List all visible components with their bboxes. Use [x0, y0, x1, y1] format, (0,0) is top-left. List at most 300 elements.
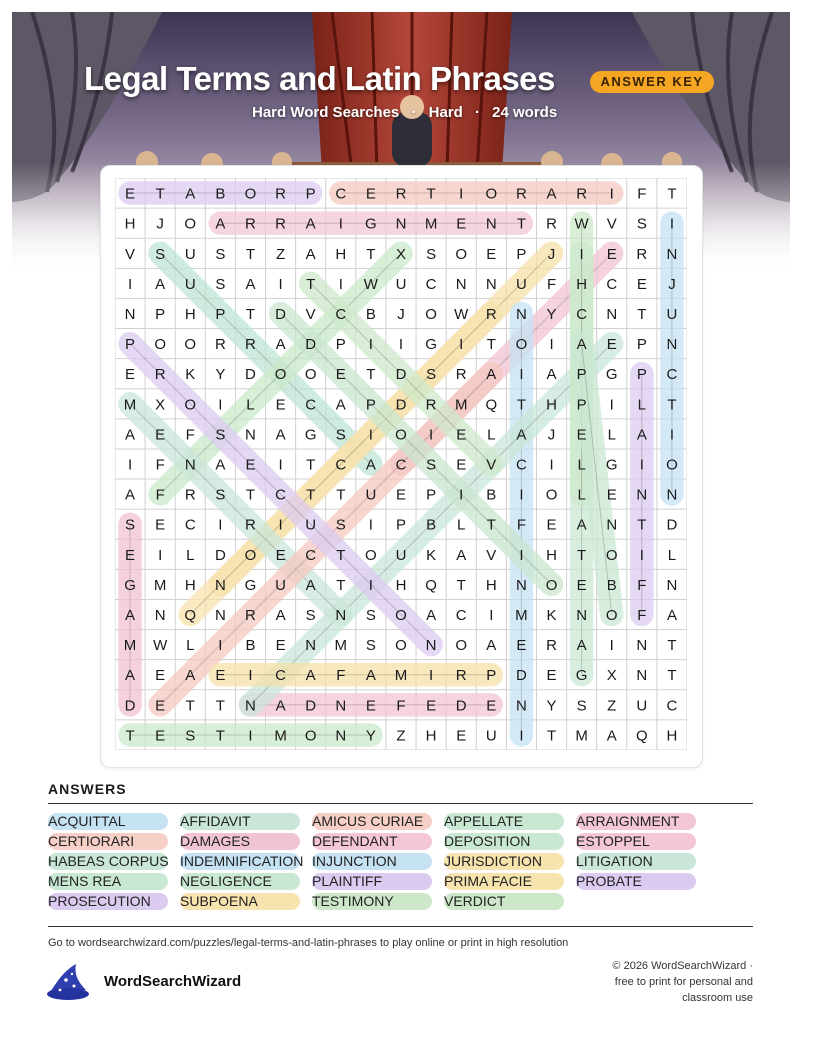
grid-letter[interactable]: N	[515, 576, 527, 594]
grid-letter[interactable]: E	[215, 667, 226, 685]
grid-letter[interactable]: S	[125, 516, 136, 534]
grid-letter[interactable]: F	[396, 697, 406, 715]
grid-letter[interactable]: O	[395, 426, 407, 444]
grid-letter[interactable]: I	[609, 637, 614, 655]
grid-letter[interactable]: O	[154, 336, 166, 354]
grid-letter[interactable]: U	[305, 516, 317, 534]
grid-letter[interactable]: I	[609, 185, 614, 203]
grid-letter[interactable]: V	[606, 215, 617, 233]
grid-letter[interactable]: E	[155, 426, 166, 444]
grid-letter[interactable]: W	[454, 305, 469, 323]
grid-letter[interactable]: T	[245, 486, 256, 504]
grid-letter[interactable]: A	[275, 607, 286, 625]
grid-letter[interactable]: U	[184, 245, 196, 263]
grid-letter[interactable]: T	[215, 697, 225, 715]
grid-letter[interactable]: E	[245, 456, 256, 474]
grid-letter[interactable]: C	[335, 185, 347, 203]
grid-letter[interactable]: T	[125, 727, 135, 745]
grid-letter[interactable]: C	[335, 456, 347, 474]
grid-letter[interactable]: E	[365, 697, 376, 715]
grid-letter[interactable]: T	[336, 576, 346, 594]
brand-name[interactable]: WordSearchWizard	[104, 973, 242, 990]
grid-letter[interactable]: E	[456, 215, 467, 233]
grid-letter[interactable]: N	[245, 697, 256, 715]
grid-letter[interactable]: A	[576, 516, 587, 534]
grid-letter[interactable]: Z	[396, 727, 406, 745]
grid-letter[interactable]: F	[637, 185, 647, 203]
grid-letter[interactable]: T	[155, 185, 165, 203]
grid-letter[interactable]: I	[639, 456, 644, 474]
grid-letter[interactable]: O	[395, 607, 407, 625]
grid-letter[interactable]: I	[278, 516, 283, 534]
grid-letter[interactable]: G	[605, 366, 618, 384]
grid-letter[interactable]: K	[546, 607, 557, 625]
grid-letter[interactable]: P	[155, 305, 166, 323]
grid-letter[interactable]: N	[335, 607, 347, 625]
grid-letter[interactable]: P	[215, 305, 226, 323]
grid-letter[interactable]: P	[395, 516, 407, 534]
grid-letter[interactable]: H	[485, 576, 497, 594]
grid-letter[interactable]: I	[519, 366, 524, 384]
grid-letter[interactable]: N	[515, 697, 527, 715]
grid-letter[interactable]: L	[457, 516, 466, 534]
grid-letter[interactable]: I	[429, 667, 434, 685]
grid-letter[interactable]: C	[515, 456, 527, 474]
grid-letter[interactable]: S	[215, 426, 226, 444]
grid-letter[interactable]: G	[304, 426, 317, 444]
grid-letter[interactable]: E	[125, 546, 136, 564]
grid-letter[interactable]: N	[184, 456, 196, 474]
grid-letter[interactable]: P	[125, 336, 136, 354]
grid-letter[interactable]: N	[666, 486, 678, 504]
grid-letter[interactable]: H	[576, 275, 588, 293]
grid-letter[interactable]: N	[606, 516, 618, 534]
grid-letter[interactable]: O	[274, 366, 287, 384]
grid-letter[interactable]: E	[125, 185, 136, 203]
grid-letter[interactable]: Z	[275, 245, 286, 263]
grid-letter[interactable]: J	[547, 245, 556, 263]
grid-letter[interactable]: A	[275, 697, 286, 715]
grid-letter[interactable]: N	[425, 637, 437, 655]
grid-letter[interactable]: A	[305, 215, 316, 233]
grid-letter[interactable]: F	[546, 275, 557, 293]
grid-letter[interactable]: B	[365, 305, 376, 323]
grid-letter[interactable]: C	[275, 667, 287, 685]
grid-letter[interactable]: F	[637, 607, 647, 625]
grid-letter[interactable]: R	[245, 516, 256, 534]
grid-letter[interactable]: T	[306, 275, 316, 293]
grid-letter[interactable]: N	[305, 637, 317, 655]
grid-letter[interactable]: R	[485, 305, 497, 323]
grid-letter[interactable]: O	[304, 366, 317, 384]
grid-letter[interactable]: M	[153, 576, 167, 594]
grid-letter[interactable]: M	[394, 667, 408, 685]
grid-letter[interactable]: L	[186, 546, 195, 564]
grid-letter[interactable]: D	[245, 366, 256, 384]
grid-letter[interactable]: T	[516, 215, 527, 233]
grid-letter[interactable]: U	[485, 727, 497, 745]
grid-letter[interactable]: E	[395, 486, 407, 504]
grid-letter[interactable]: A	[516, 426, 527, 444]
grid-letter[interactable]: N	[636, 637, 648, 655]
grid-letter[interactable]: L	[577, 456, 586, 474]
grid-letter[interactable]: D	[395, 396, 407, 414]
grid-letter[interactable]: R	[245, 336, 256, 354]
grid-letter[interactable]: R	[214, 336, 226, 354]
grid-letter[interactable]: H	[666, 727, 678, 745]
grid-letter[interactable]: A	[666, 607, 677, 625]
grid-letter[interactable]: T	[306, 486, 316, 504]
grid-letter[interactable]: D	[455, 697, 467, 715]
grid-letter[interactable]: M	[424, 215, 438, 233]
grid-letter[interactable]: R	[576, 185, 588, 203]
grid-letter[interactable]: M	[123, 637, 137, 655]
grid-letter[interactable]: D	[666, 516, 678, 534]
grid-letter[interactable]: I	[368, 426, 373, 444]
grid-letter[interactable]: I	[549, 456, 554, 474]
grid-letter[interactable]: A	[305, 667, 316, 685]
grid-letter[interactable]: F	[516, 516, 527, 534]
grid-letter[interactable]: I	[278, 456, 283, 474]
grid-letter[interactable]: A	[305, 245, 316, 263]
footer-url-text[interactable]: Go to wordsearchwizard.com/puzzles/legal-terms-and-latin-phrases to play online or print in high resolution	[48, 937, 569, 949]
grid-letter[interactable]: D	[305, 336, 317, 354]
grid-letter[interactable]: X	[606, 667, 617, 685]
grid-letter[interactable]: T	[215, 727, 225, 745]
grid-letter[interactable]: N	[636, 667, 648, 685]
grid-letter[interactable]: N	[485, 275, 497, 293]
grid-letter[interactable]: T	[486, 516, 496, 534]
grid-letter[interactable]: S	[426, 456, 437, 474]
grid-letter[interactable]: C	[666, 697, 678, 715]
grid-letter[interactable]: U	[275, 576, 287, 594]
grid-letter[interactable]: E	[546, 667, 557, 685]
grid-letter[interactable]: S	[215, 245, 226, 263]
grid-letter[interactable]: V	[125, 245, 136, 263]
grid-letter[interactable]: P	[365, 396, 376, 414]
grid-letter[interactable]: S	[365, 637, 376, 655]
grid-letter[interactable]: K	[185, 366, 196, 384]
grid-letter[interactable]: R	[154, 366, 166, 384]
grid-letter[interactable]: H	[546, 546, 557, 564]
grid-letter[interactable]: G	[605, 456, 618, 474]
grid-letter[interactable]: C	[606, 275, 618, 293]
grid-letter[interactable]: R	[455, 366, 467, 384]
grid-letter[interactable]: E	[606, 336, 617, 354]
grid-letter[interactable]: E	[275, 637, 286, 655]
grid-letter[interactable]: A	[456, 546, 467, 564]
grid-letter[interactable]: A	[185, 185, 196, 203]
grid-letter[interactable]: R	[275, 215, 287, 233]
grid-letter[interactable]: T	[486, 336, 496, 354]
grid-letter[interactable]: D	[214, 546, 226, 564]
grid-letter[interactable]: S	[335, 426, 346, 444]
grid-letter[interactable]: I	[127, 456, 133, 474]
grid-letter[interactable]: U	[636, 697, 648, 715]
grid-letter[interactable]: I	[519, 727, 524, 745]
grid-letter[interactable]: U	[184, 275, 196, 293]
grid-letter[interactable]: P	[426, 486, 437, 504]
grid-letter[interactable]: I	[669, 215, 675, 233]
grid-letter[interactable]: A	[365, 456, 376, 474]
grid-letter[interactable]: E	[456, 426, 467, 444]
grid-letter[interactable]: Y	[546, 697, 557, 715]
grid-letter[interactable]: C	[335, 305, 347, 323]
grid-letter[interactable]: A	[125, 607, 136, 625]
grid-letter[interactable]: M	[334, 637, 348, 655]
grid-letter[interactable]: R	[275, 185, 287, 203]
grid-letter[interactable]: I	[248, 727, 253, 745]
grid-letter[interactable]: S	[365, 607, 376, 625]
grid-letter[interactable]: L	[667, 546, 677, 564]
grid-letter[interactable]: T	[245, 305, 256, 323]
grid-letter[interactable]: S	[576, 697, 587, 715]
grid-letter[interactable]: M	[515, 607, 528, 625]
grid-letter[interactable]: X	[395, 245, 407, 263]
grid-letter[interactable]: N	[636, 486, 648, 504]
grid-letter[interactable]: N	[335, 697, 347, 715]
grid-letter[interactable]: I	[519, 546, 524, 564]
grid-letter[interactable]: N	[666, 576, 678, 594]
grid-letter[interactable]: R	[515, 185, 527, 203]
grid-letter[interactable]: S	[185, 727, 196, 745]
grid-letter[interactable]: E	[275, 396, 286, 414]
grid-letter[interactable]: A	[215, 456, 226, 474]
grid-letter[interactable]: C	[275, 486, 287, 504]
grid-letter[interactable]: P	[636, 366, 647, 384]
grid-letter[interactable]: T	[426, 185, 436, 203]
grid-letter[interactable]: S	[335, 516, 346, 534]
grid-letter[interactable]: O	[455, 245, 468, 263]
grid-letter[interactable]: G	[365, 215, 377, 233]
grid-letter[interactable]: N	[666, 336, 678, 354]
grid-letter[interactable]: O	[455, 637, 468, 655]
grid-letter[interactable]: R	[636, 245, 648, 263]
grid-letter[interactable]: O	[244, 185, 257, 203]
grid-letter[interactable]: T	[667, 185, 677, 203]
grid-letter[interactable]: N	[515, 305, 527, 323]
grid-letter[interactable]: L	[607, 426, 616, 444]
grid-letter[interactable]: A	[275, 336, 286, 354]
grid-letter[interactable]: I	[278, 275, 283, 293]
grid-letter[interactable]: W	[153, 637, 168, 655]
grid-letter[interactable]: E	[456, 456, 467, 474]
grid-letter[interactable]: E	[606, 486, 617, 504]
grid-letter[interactable]: C	[425, 275, 437, 293]
grid-letter[interactable]: S	[155, 245, 166, 263]
grid-letter[interactable]: L	[637, 396, 647, 414]
grid-letter[interactable]: N	[335, 727, 347, 745]
grid-letter[interactable]: Y	[546, 305, 557, 323]
grid-letter[interactable]: J	[547, 426, 556, 444]
grid-letter[interactable]: E	[606, 245, 617, 263]
grid-letter[interactable]: O	[395, 637, 407, 655]
grid-letter[interactable]: G	[124, 576, 136, 594]
grid-letter[interactable]: O	[184, 336, 197, 354]
grid-letter[interactable]: I	[218, 637, 223, 655]
grid-letter[interactable]: I	[368, 576, 373, 594]
grid-letter[interactable]: A	[365, 667, 376, 685]
grid-letter[interactable]: U	[365, 486, 377, 504]
grid-letter[interactable]: P	[305, 185, 316, 203]
grid-letter[interactable]: I	[368, 336, 373, 354]
grid-letter[interactable]: C	[305, 546, 317, 564]
grid-letter[interactable]: A	[305, 576, 316, 594]
grid-letter[interactable]: B	[245, 637, 256, 655]
grid-letter[interactable]: R	[245, 607, 256, 625]
grid-letter[interactable]: I	[489, 607, 494, 625]
grid-letter[interactable]: I	[218, 396, 223, 414]
grid-letter[interactable]: T	[336, 486, 346, 504]
grid-letter[interactable]: I	[429, 426, 434, 444]
grid-letter[interactable]: I	[158, 546, 163, 564]
grid-letter[interactable]: P	[576, 366, 587, 384]
grid-letter[interactable]: I	[639, 546, 644, 564]
grid-letter[interactable]: T	[667, 637, 677, 655]
grid-letter[interactable]: L	[246, 396, 255, 414]
grid-letter[interactable]: H	[546, 396, 557, 414]
grid-letter[interactable]: J	[156, 215, 164, 233]
grid-letter[interactable]: R	[395, 185, 407, 203]
grid-letter[interactable]: H	[335, 245, 347, 263]
grid-letter[interactable]: M	[575, 727, 588, 745]
grid-letter[interactable]: B	[606, 576, 617, 594]
grid-letter[interactable]: T	[456, 576, 466, 594]
grid-letter[interactable]: I	[398, 336, 404, 354]
grid-letter[interactable]: J	[397, 305, 405, 323]
grid-letter[interactable]: O	[605, 546, 618, 564]
grid-letter[interactable]: A	[245, 275, 256, 293]
grid-letter[interactable]: P	[516, 245, 527, 263]
grid-letter[interactable]: N	[606, 305, 618, 323]
grid-letter[interactable]: A	[185, 667, 196, 685]
grid-letter[interactable]: O	[666, 456, 678, 474]
grid-letter[interactable]: Q	[485, 396, 498, 414]
grid-letter[interactable]: E	[335, 366, 346, 384]
grid-letter[interactable]: Q	[425, 576, 437, 594]
grid-letter[interactable]: A	[486, 637, 497, 655]
grid-letter[interactable]: R	[425, 396, 437, 414]
grid-letter[interactable]: A	[576, 336, 587, 354]
grid-letter[interactable]: N	[485, 215, 497, 233]
grid-letter[interactable]: U	[395, 546, 407, 564]
grid-letter[interactable]: A	[125, 426, 136, 444]
grid-letter[interactable]: K	[426, 546, 437, 564]
grid-letter[interactable]: C	[576, 305, 588, 323]
grid-letter[interactable]: A	[486, 366, 497, 384]
grid-letter[interactable]: I	[338, 275, 343, 293]
grid-letter[interactable]: T	[336, 546, 346, 564]
grid-letter[interactable]: U	[515, 275, 527, 293]
grid-letter[interactable]: T	[637, 305, 647, 323]
grid-letter[interactable]: T	[577, 546, 587, 564]
grid-letter[interactable]: P	[576, 396, 587, 414]
grid-letter[interactable]: A	[606, 727, 617, 745]
grid-letter[interactable]: E	[155, 516, 166, 534]
grid-letter[interactable]: R	[245, 215, 256, 233]
grid-letter[interactable]: N	[154, 607, 166, 625]
grid-letter[interactable]: U	[666, 305, 678, 323]
grid-letter[interactable]: M	[123, 396, 137, 414]
grid-letter[interactable]: O	[184, 396, 197, 414]
grid-letter[interactable]: A	[215, 215, 226, 233]
grid-letter[interactable]: A	[335, 396, 346, 414]
grid-letter[interactable]: T	[667, 396, 677, 414]
grid-letter[interactable]: E	[426, 697, 437, 715]
grid-letter[interactable]: O	[485, 185, 498, 203]
grid-letter[interactable]: H	[124, 215, 136, 233]
grid-letter[interactable]: F	[336, 667, 346, 685]
grid-letter[interactable]: F	[637, 576, 647, 594]
grid-letter[interactable]: D	[124, 697, 136, 715]
grid-letter[interactable]: I	[459, 185, 464, 203]
grid-letter[interactable]: H	[184, 576, 196, 594]
grid-letter[interactable]: E	[546, 516, 557, 534]
grid-letter[interactable]: D	[395, 366, 407, 384]
grid-letter[interactable]: O	[425, 305, 437, 323]
grid-letter[interactable]: T	[245, 245, 256, 263]
grid-letter[interactable]: S	[426, 245, 437, 263]
grid-letter[interactable]: I	[459, 486, 464, 504]
grid-letter[interactable]: N	[666, 245, 678, 263]
grid-letter[interactable]: N	[124, 305, 136, 323]
grid-letter[interactable]: H	[395, 576, 407, 594]
grid-letter[interactable]: F	[155, 486, 165, 504]
grid-letter[interactable]: H	[184, 305, 196, 323]
grid-letter[interactable]: E	[155, 727, 166, 745]
grid-letter[interactable]: I	[248, 667, 253, 685]
grid-letter[interactable]: T	[366, 366, 376, 384]
grid-letter[interactable]: T	[637, 516, 647, 534]
grid-letter[interactable]: A	[576, 637, 587, 655]
grid-letter[interactable]: V	[486, 546, 497, 564]
grid-letter[interactable]: Q	[636, 727, 648, 745]
grid-letter[interactable]: C	[184, 516, 196, 534]
grid-letter[interactable]: T	[546, 727, 557, 745]
grid-letter[interactable]: X	[155, 396, 166, 414]
grid-letter[interactable]: O	[304, 727, 317, 745]
grid-letter[interactable]: I	[579, 245, 584, 263]
grid-letter[interactable]: I	[519, 486, 524, 504]
grid-letter[interactable]: Z	[607, 697, 617, 715]
grid-letter[interactable]: E	[486, 697, 497, 715]
grid-letter[interactable]: V	[486, 456, 497, 474]
grid-letter[interactable]: P	[636, 336, 647, 354]
grid-letter[interactable]: N	[245, 426, 256, 444]
grid-letter[interactable]: Y	[215, 366, 226, 384]
grid-letter[interactable]: B	[486, 486, 497, 504]
grid-letter[interactable]: I	[368, 516, 373, 534]
grid-letter[interactable]: A	[125, 486, 136, 504]
grid-letter[interactable]: E	[576, 576, 587, 594]
grid-letter[interactable]: N	[576, 607, 588, 625]
grid-letter[interactable]: N	[395, 215, 407, 233]
grid-letter[interactable]: C	[305, 396, 317, 414]
grid-letter[interactable]: S	[215, 486, 226, 504]
grid-letter[interactable]: W	[363, 275, 378, 293]
grid-letter[interactable]: E	[636, 275, 647, 293]
grid-letter[interactable]: F	[185, 426, 195, 444]
grid-letter[interactable]: O	[515, 336, 528, 354]
grid-letter[interactable]: R	[546, 637, 557, 655]
grid-letter[interactable]: R	[455, 667, 467, 685]
grid-letter[interactable]: I	[127, 275, 133, 293]
grid-letter[interactable]: Y	[365, 727, 376, 745]
grid-letter[interactable]: O	[545, 486, 558, 504]
grid-letter[interactable]: E	[155, 697, 166, 715]
grid-letter[interactable]: D	[515, 667, 527, 685]
grid-letter[interactable]: G	[244, 576, 257, 594]
